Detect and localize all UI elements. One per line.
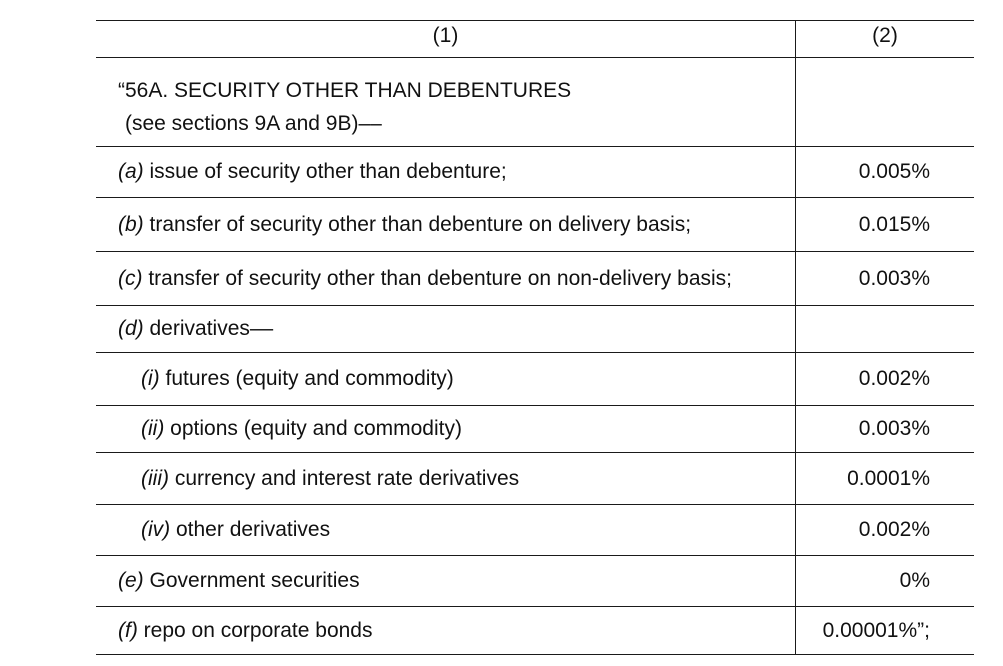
sub-item-marker: (iii) — [141, 466, 169, 490]
table-row — [96, 352, 974, 405]
item-text: issue of security other than debenture; — [143, 160, 507, 183]
sub-item-marker: (iv) — [141, 518, 171, 541]
item-marker: (d) — [118, 317, 144, 340]
item-text: derivatives–– — [143, 317, 274, 340]
sub-item-description — [96, 505, 796, 555]
item-rate: 0.002% — [858, 518, 930, 541]
item-rate: 0.005% — [858, 160, 930, 183]
item-rate: 0.003% — [858, 417, 930, 440]
table-row — [96, 197, 974, 251]
item-description — [96, 147, 796, 197]
article-reference: (see sections 9A and 9B)–– — [125, 112, 382, 135]
item-rate — [796, 306, 974, 352]
item-rate: 0.003% — [858, 266, 930, 290]
column-header-2: (2) — [872, 24, 898, 47]
item-description — [96, 556, 796, 606]
item-rate: 0.002% — [858, 367, 930, 390]
item-rate: 0% — [899, 569, 930, 592]
table-title-row — [96, 57, 974, 146]
sub-item-text: other derivatives — [170, 518, 331, 541]
table-row — [96, 452, 974, 504]
item-rate: 0.015% — [858, 212, 930, 236]
table-row — [96, 146, 974, 197]
sub-item-description — [96, 453, 796, 504]
item-text: transfer of security other than debenture on non-delivery basis; — [142, 266, 732, 290]
sub-item-marker: (i) — [141, 367, 160, 390]
item-marker: (b) — [118, 212, 144, 236]
table-row — [96, 405, 974, 452]
table-row — [96, 555, 974, 606]
table-header-row — [96, 20, 974, 57]
schedule-table — [96, 20, 974, 655]
item-description — [96, 607, 796, 654]
sub-item-text: options (equity and commodity) — [164, 417, 462, 440]
sub-item-marker: (ii) — [141, 417, 165, 440]
item-text: transfer of security other than debenture on delivery basis; — [143, 212, 692, 236]
sub-item-text: futures (equity and commodity) — [159, 367, 454, 390]
table-row — [96, 504, 974, 555]
item-marker: (f) — [118, 618, 138, 642]
item-description — [96, 306, 796, 352]
item-text: repo on corporate bonds — [137, 618, 373, 642]
article-heading: “56A. SECURITY OTHER THAN DEBENTURES — [118, 79, 572, 102]
sub-item-description — [96, 406, 796, 452]
table-row — [96, 251, 974, 305]
item-marker: (e) — [118, 569, 144, 592]
item-description — [96, 252, 796, 305]
table-row — [96, 606, 974, 655]
sub-item-description — [96, 353, 796, 405]
item-text: Government securities — [143, 569, 360, 592]
table-row — [96, 305, 974, 352]
item-rate: 0.0001% — [847, 466, 930, 490]
sub-item-text: currency and interest rate derivatives — [168, 466, 520, 490]
item-marker: (a) — [118, 160, 144, 183]
item-marker: (c) — [118, 266, 143, 290]
article-title — [96, 58, 796, 146]
column-header-1: (1) — [96, 21, 796, 57]
item-rate: 0.00001%”; — [822, 618, 930, 642]
item-description — [96, 198, 796, 251]
title-rate-cell — [796, 58, 974, 146]
